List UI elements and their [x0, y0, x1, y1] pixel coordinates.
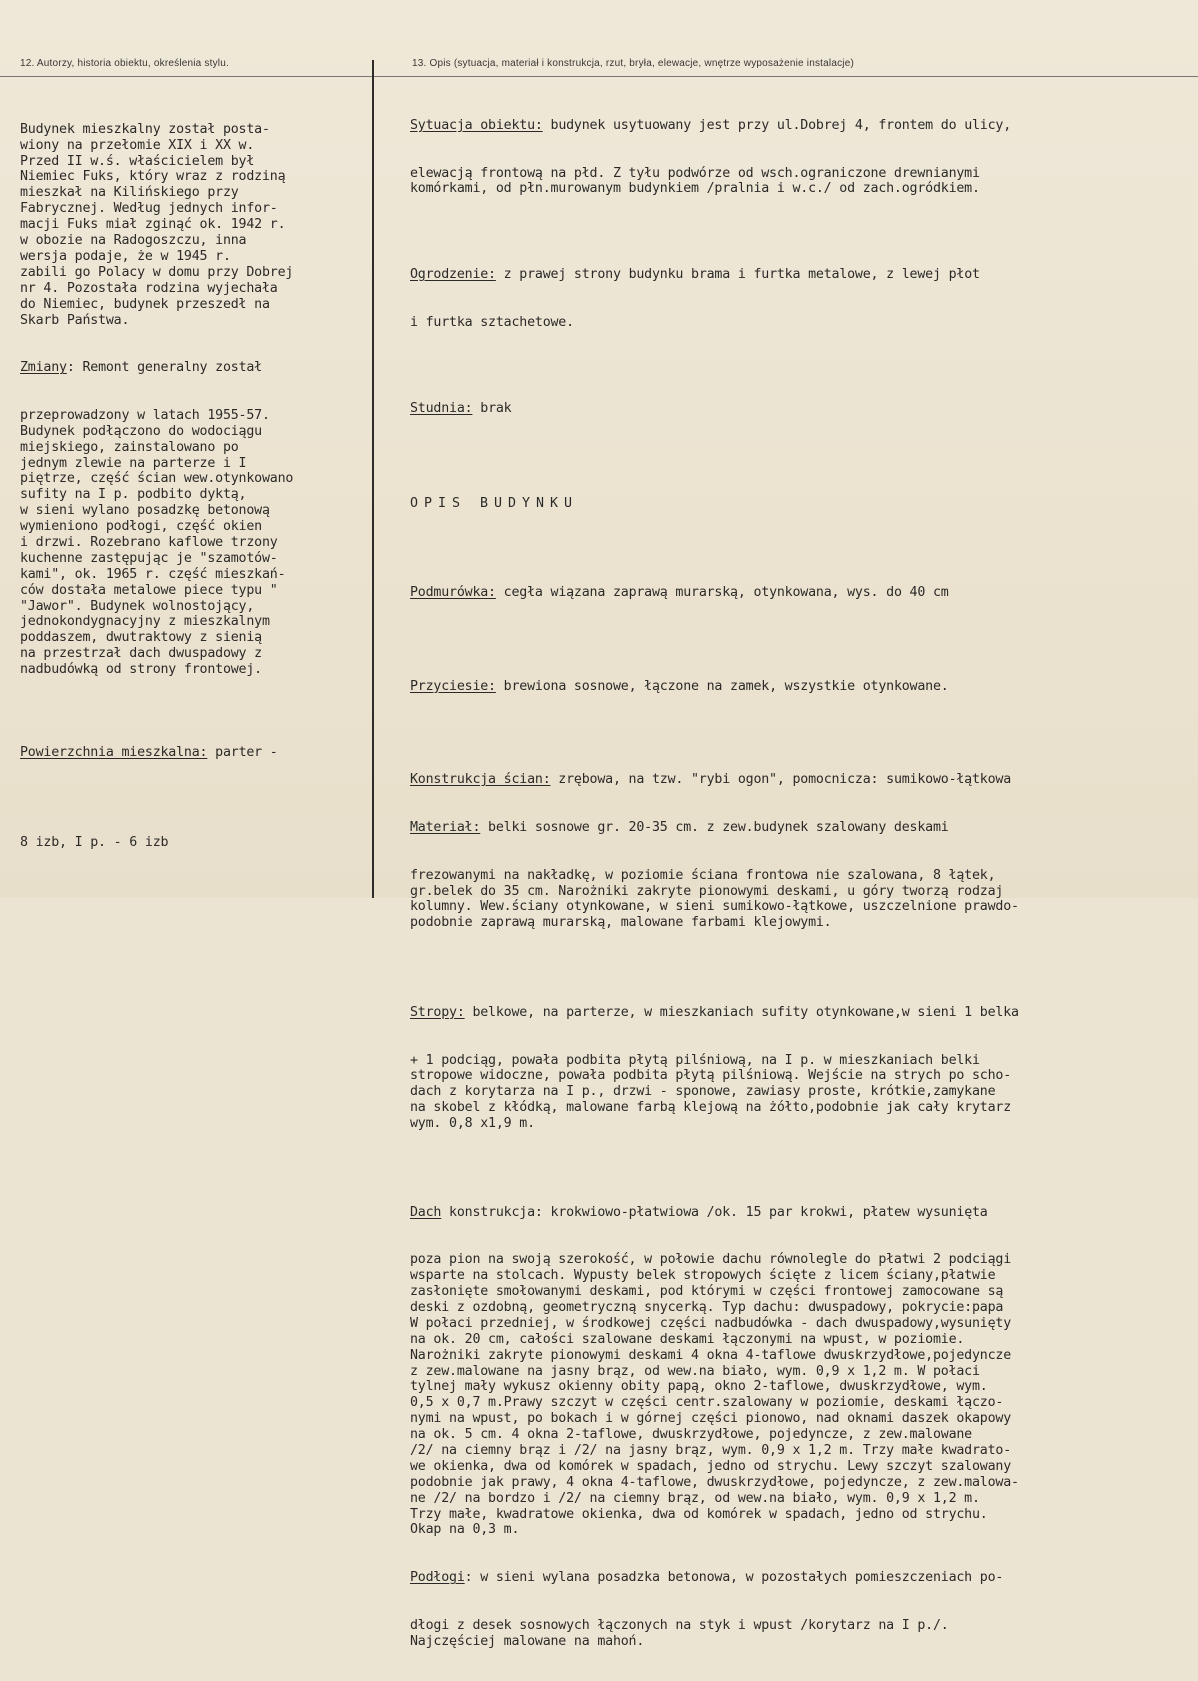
ceilings-label: Stropy: [410, 1004, 465, 1020]
ceilings-line: dach z korytarza na I p., drzwi - sponowe, zawiasy proste, krótkie,zamykane [410, 1084, 996, 1100]
history-line: wersja podaje, że w 1945 r. [20, 248, 231, 264]
history-line: w obozie na Radogoszczu, inna [20, 233, 247, 249]
foundation-line: Podmurówka: cegła wiązana zaprawą murarską, otynkowana, wys. do 40 cm [410, 585, 949, 601]
floors-first-line: Podłogi: w sieni wylana posadzka betonowa, w pozostałych pomieszczeniach po- [410, 1570, 1004, 1586]
history-line: macji Fuks miał zginąć ok. 1942 r. [20, 217, 286, 233]
roof-line: wsparte na stolcach. Wypusty belek stropowych ścięte z licem ściany,płatwie [410, 1268, 996, 1284]
history-column [20, 90, 370, 883]
situation-line: komórkami, od płn.murowanym budynkiem /pralnia i w.c./ od zach.ogródkiem. [410, 181, 980, 197]
fence-line: i furtka sztachetowe. [410, 314, 574, 330]
roof-line: ne /2/ na bordzo i /2/ na ciemny brąz, od wew.na biało, wym. 0,9 x 1,2 m. [410, 1490, 980, 1506]
roof-line: deski z ozdobną, geometryczną snycerką. Typ dachu: dwuspadowy, pokrycie:papa [410, 1299, 1004, 1315]
history-line: Niemiec Fuks, który wraz z rodziną [20, 169, 286, 185]
floors-label: Podłogi [410, 1570, 465, 1586]
situation-line: elewacją frontową na płd. Z tyłu podwórze od wsch.ograniczone drewnianymi [410, 165, 980, 181]
foundation-label: Podmurówka: [410, 585, 496, 601]
fence-label: Ogrodzenie: [410, 266, 496, 282]
situation-label: Sytuacja obiektu: [410, 117, 543, 133]
floors-line: Najczęściej malowane na mahoń. [410, 1633, 645, 1649]
history-line: zabili go Polacy w domu przy Dobrej [20, 264, 294, 280]
walls-text [410, 868, 1195, 932]
roof-line: 0,5 x 0,7 m.Prawy szczyt w części centr.szalowany w poziomie, deskami łączo- [410, 1395, 1004, 1411]
roof-line: Okap na 0,3 m. [410, 1522, 520, 1538]
roof-line: W połaci przedniej, w środkowej części nadbudówka - dach dwuspadowy,wysunięty [410, 1315, 1012, 1331]
changes-line: w sieni wylano posadzkę betonową [20, 503, 270, 519]
changes-line: poddaszem, dwutraktowy z sienią [20, 630, 262, 646]
area-values: 8 izb, I p. - 6 izb [20, 835, 169, 851]
roof-line: Narożniki zakryte pionowymi deskami 4 okna 4-taflowe dwuskrzydłowe,pojedyncze [410, 1347, 1012, 1363]
header-rule [0, 76, 1198, 77]
situation-text [410, 166, 1195, 198]
ceilings-line: stropowe widoczne, powała podbita płytą pilśniową. Wejście na strych po scho- [410, 1068, 1012, 1084]
changes-line: jednokondygnacyjny z mieszkalnym [20, 614, 270, 630]
floors-text [410, 1618, 1195, 1650]
description-column [410, 86, 1195, 1681]
history-line: wiony na przełomie XIX i XX w. [20, 137, 255, 153]
area-label: Powierzchnia mieszkalna: [20, 744, 208, 760]
changes-line: miejskiego, zainstalowano po [20, 439, 239, 455]
walls-line: gr.belek do 35 cm. Narożniki zakryte pionowymi deskami, u góry tworzą rodzaj [410, 883, 1004, 899]
material-label: Materiał: [410, 819, 481, 835]
roof-first-line: Dach konstrukcja: krokwiowo-płatwiowa /ok. 15 par krokwi, płatew wysunięta [410, 1204, 988, 1220]
changes-line: nadbudówką od strony frontowej. [20, 662, 262, 678]
history-line: Budynek mieszkalny został posta- [20, 121, 270, 137]
well-label: Studnia: [410, 401, 473, 417]
changes-line: ców dostała metalowe piece typu " [20, 582, 278, 598]
walls-first-line: Konstrukcja ścian: zrębowa, na tzw. "rybi ogon", pomocnicza: sumikowo-łątkowa [410, 772, 1012, 788]
sill-label: Przyciesie: [410, 678, 496, 694]
roof-label: Dach [410, 1204, 442, 1220]
right-column-header: 13. Opis (sytuacja, materiał i konstrukcja, rzut, bryła, elewacje, wnętrze wyposażenie instalacje) [412, 58, 854, 69]
history-line: Skarb Państwa. [20, 312, 130, 328]
history-line: Fabrycznej. Według jednych infor- [20, 201, 278, 217]
roof-line: tylnej mały wykusz okienny obity papą, okno 2-taflowe, dwuskrzydłowe, wym. [410, 1379, 988, 1395]
material-line: Materiał: belki sosnowe gr. 20-35 cm. z zew.budynek szalowany deskami [410, 819, 949, 835]
changes-line: jednym zlewie na parterze i I [20, 455, 247, 471]
changes-line: piętrze, część ścian wew.otynkowano [20, 471, 294, 487]
roof-line: poza pion na swoją szerokość, w połowie dachu równolegle do płatwi 2 podciągi [410, 1252, 1012, 1268]
roof-text [410, 1252, 1195, 1538]
roof-line: /2/ na ciemny brąz i /2/ na jasny brąz, wym. 0,9 x 1,2 m. Trzy małe kwadrato- [410, 1442, 1012, 1458]
walls-line: podobnie zaprawą murarską, malowane farbami klejowymi. [410, 915, 832, 931]
ceilings-first-line: Stropy: belkowe, na parterze, w mieszkaniach sufity otynkowane,w sieni 1 belka [410, 1004, 1019, 1020]
history-text [20, 122, 370, 329]
walls-line: frezowanymi na nakładkę, w poziomie ściana frontowa nie szalowana, 8 łątek, [410, 867, 996, 883]
column-divider [372, 60, 374, 898]
history-line: do Niemiec, budynek przeszedł na [20, 296, 270, 312]
ceilings-text [410, 1053, 1195, 1132]
situation-first-line: Sytuacja obiektu: budynek usytuowany jest przy ul.Dobrej 4, frontem do ulicy, [410, 117, 1012, 133]
changes-line: przeprowadzony w latach 1955-57. [20, 407, 270, 423]
roof-line: zasłonięte smołowanymi deskami, pod którymi w części frontowej zamocowane są [410, 1284, 1004, 1300]
roof-line: we okienka, dwa od komórek w spadach, jedno od strychu. Lewy szczyt szalowany [410, 1458, 1012, 1474]
ceilings-line: wym. 0,8 x1,9 m. [410, 1116, 535, 1132]
changes-line: kami", ok. 1965 r. część mieszkań- [20, 566, 286, 582]
area-line: Powierzchnia mieszkalna: parter - [20, 744, 278, 760]
changes-line: "Jawor". Budynek wolnostojący, [20, 598, 255, 614]
walls-label: Konstrukcja ścian: [410, 772, 551, 788]
changes-line: Budynek podłączono do wodociągu [20, 423, 262, 439]
history-line: Przed II w.ś. właścicielem był [20, 153, 255, 169]
walls-line: kolumny. Wew.ściany otynkowane, w sieni sumikowo-łątkowe, uszczelnione prawdo- [410, 899, 1019, 915]
ceilings-line: na skobel z kłódką, malowane farbą klejową na żółto,podobnie jak cały krytarz [410, 1100, 1012, 1116]
history-line: mieszkał na Kilińskiego przy [20, 185, 239, 201]
fence-text [410, 315, 1195, 331]
fence-first-line: Ogrodzenie: z prawej strony budynku brama i furtka metalowe, z lewej płot [410, 266, 980, 282]
section-title: OPIS BUDYNKU [410, 495, 579, 511]
roof-line: na ok. 5 cm. 4 okna 2-taflowe, dwuskrzydłowe, pojedyncze, z zew.malowane [410, 1427, 972, 1443]
well-line: Studnia: brak [410, 401, 512, 417]
changes-line: na przestrzał dach dwuspadowy z [20, 646, 262, 662]
floors-line: dłogi z desek sosnowych łączonych na styk i wpust /korytarz na I p./. [410, 1617, 949, 1633]
roof-line: na ok. 20 cm, całości szalowane deskami łączonymi na wpust, w poziomie. [410, 1331, 965, 1347]
left-column-header: 12. Autorzy, historia obiektu, określenia stylu. [20, 58, 229, 69]
changes-line: i drzwi. Rozebrano kaflowe trzony [20, 535, 278, 551]
roof-line: Trzy małe, kwadratowe okienka, dwa od komórek w spadach, jedno od strychu. [410, 1506, 988, 1522]
changes-label: Zmiany [20, 360, 67, 376]
changes-line: wymieniono podłogi, część okien [20, 519, 262, 535]
changes-first-line: Zmiany: Remont generalny został [20, 360, 262, 376]
roof-line: podobnie jak prawy, 4 okna 4-taflowe, dwuskrzydłowe, pojedyncze, z zew.malowa- [410, 1474, 1019, 1490]
sill-line: Przyciesie: brewiona sosnowe, łączone na zamek, wszystkie otynkowane. [410, 678, 949, 694]
changes-line: sufity na I p. podbito dyktą, [20, 487, 247, 503]
ceilings-line: + 1 podciąg, powała podbita płytą pilśniową, na I p. w mieszkaniach belki [410, 1052, 980, 1068]
roof-line: z zew.malowane na jasny brąz, od wew.na biało, wym. 0,9 x 1,2 m. W połaci [410, 1363, 980, 1379]
roof-line: nymi na wpust, po bokach i w górnej części pionowo, nad oknami daszek okapowy [410, 1411, 1012, 1427]
history-line: nr 4. Pozostała rodzina wyjechała [20, 280, 278, 296]
changes-line: kuchenne zastępując je "szamotów- [20, 550, 278, 566]
changes-text [20, 408, 370, 678]
